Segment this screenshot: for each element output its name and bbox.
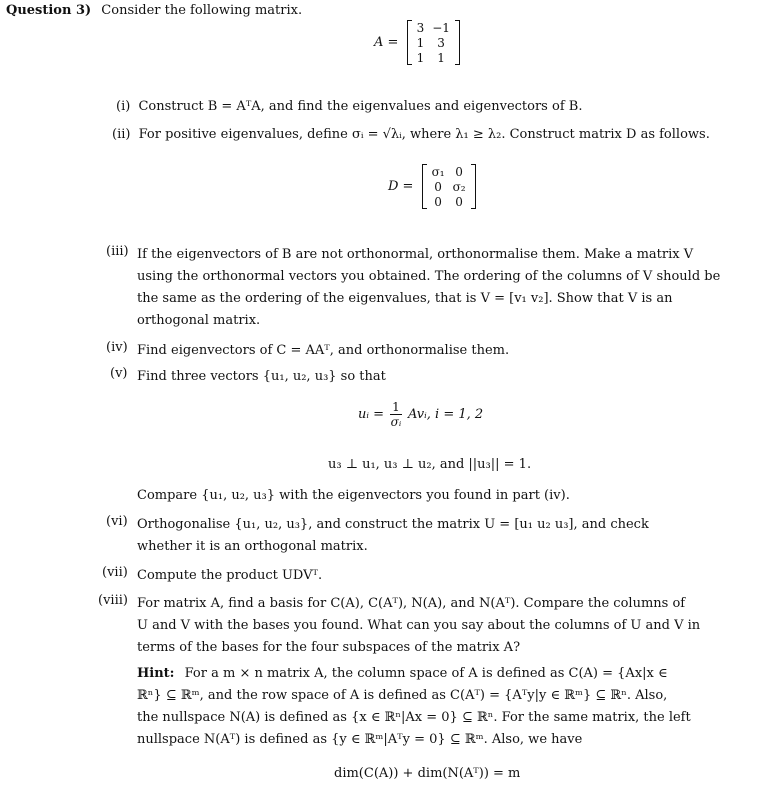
compare-line: Compare {u₁, u₂, u₃} with the eigenvectors you found in part (iv). — [137, 488, 570, 503]
question-intro: Consider the following matrix. — [101, 3, 303, 18]
part-iv-text: Find eigenvectors of C = AAᵀ, and orthonormalise them. — [137, 343, 510, 358]
part-viii-line: U and V with the bases you found. What can you say about the columns of U and V in — [137, 618, 701, 633]
equation-u-rhs: Avᵢ, i = 1, 2 — [407, 407, 484, 422]
part-ii — [112, 127, 710, 142]
matrix-d-cell: 0 — [434, 194, 442, 209]
equation-u-numerator: 1 — [392, 400, 400, 414]
part-iv-label: (iv) — [106, 340, 128, 355]
matrix-a-cell: 1 — [437, 50, 445, 65]
part-vii-label: (vii) — [102, 565, 128, 580]
perp-conditions: u₃ ⊥ u₁, u₃ ⊥ u₂, and ||u₃|| = 1. — [328, 457, 532, 472]
equation-u-fraction — [390, 400, 402, 429]
matrix-d-cell: 0 — [455, 164, 463, 179]
equation-u — [358, 400, 483, 429]
part-i-label: (i) — [116, 99, 131, 114]
hint-label: Hint: — [137, 666, 175, 681]
part-iii-label: (iii) — [106, 244, 129, 259]
matrix-d-cell: σ₁ — [431, 164, 445, 179]
hint-line: ℝⁿ} ⊆ ℝᵐ, and the row space of A is defined as C(Aᵀ) = {Aᵀy|y ∈ ℝᵐ} ⊆ ℝⁿ. Also, — [137, 688, 668, 703]
matrix-a-name: A = — [374, 35, 399, 50]
matrix-a-cell: 3 — [416, 20, 425, 35]
matrix-d-block — [388, 164, 476, 209]
part-iii-line: using the orthonormal vectors you obtained. The ordering of the columns of V should be — [137, 269, 721, 284]
question-header — [6, 3, 302, 18]
part-ii-text: For positive eigenvalues, define σᵢ = √λᵢ, where λ₁ ≥ λ₂. Construct matrix D as follows. — [138, 127, 710, 142]
matrix-d-cell: 0 — [434, 179, 442, 194]
part-vi-label: (vi) — [106, 514, 128, 529]
part-viii-line: terms of the bases for the four subspaces of the matrix A? — [137, 640, 521, 655]
hint-line: nullspace N(Aᵀ) is defined as {y ∈ ℝᵐ|Aᵀy = 0} ⊆ ℝᵐ. Also, we have — [137, 732, 583, 747]
part-viii-line: For matrix A, find a basis for C(A), C(Aᵀ), N(A), and N(Aᵀ). Compare the columns of — [137, 596, 686, 611]
part-vi-line: Orthogonalise {u₁, u₂, u₃}, and construct the matrix U = [u₁ u₂ u₃], and check — [137, 517, 649, 532]
part-v-text: Find three vectors {u₁, u₂, u₃} so that — [137, 369, 386, 384]
hint-first-line — [137, 663, 737, 685]
part-iii-line: orthogonal matrix. — [137, 313, 261, 328]
part-vii-text: Compute the product UDVᵀ. — [137, 568, 323, 583]
matrix-d-name: D = — [388, 179, 414, 194]
hint-line: the nullspace N(A) is defined as {x ∈ ℝⁿ|Ax = 0} ⊆ ℝⁿ. For the same matrix, the left — [137, 710, 691, 725]
matrix-a — [407, 20, 460, 65]
matrix-a-block — [374, 20, 460, 65]
part-v-label: (v) — [110, 366, 128, 381]
part-vi-line: whether it is an orthogonal matrix. — [137, 539, 368, 554]
equation-u-denominator: σᵢ — [390, 415, 402, 429]
equation-u-lhs: uᵢ = — [358, 407, 385, 422]
dimension-formula: dim(C(A)) + dim(N(Aᵀ)) = m — [334, 766, 521, 781]
matrix-d-cell: σ₂ — [452, 179, 466, 194]
matrix-a-cell: 1 — [416, 35, 425, 50]
hint-line: For a m × n matrix A, the column space of A is defined as C(A) = {Ax|x ∈ — [184, 666, 668, 681]
matrix-d — [422, 164, 476, 209]
question-label: Question 3) — [6, 3, 92, 18]
part-iii-line: If the eigenvectors of B are not orthonormal, orthonormalise them. Make a matrix V — [137, 247, 694, 262]
part-viii-label: (viii) — [98, 593, 128, 608]
matrix-a-cell: −1 — [432, 20, 450, 35]
matrix-a-cell: 3 — [437, 35, 445, 50]
matrix-d-cell: 0 — [455, 194, 463, 209]
part-i — [116, 99, 582, 114]
part-i-text: Construct B = AᵀA, and find the eigenvalues and eigenvectors of B. — [138, 99, 583, 114]
matrix-a-cell: 1 — [416, 50, 425, 65]
part-iii-line: the same as the ordering of the eigenvalues, that is V = [v₁ v₂]. Show that V is an — [137, 291, 673, 306]
part-ii-label: (ii) — [112, 127, 131, 142]
